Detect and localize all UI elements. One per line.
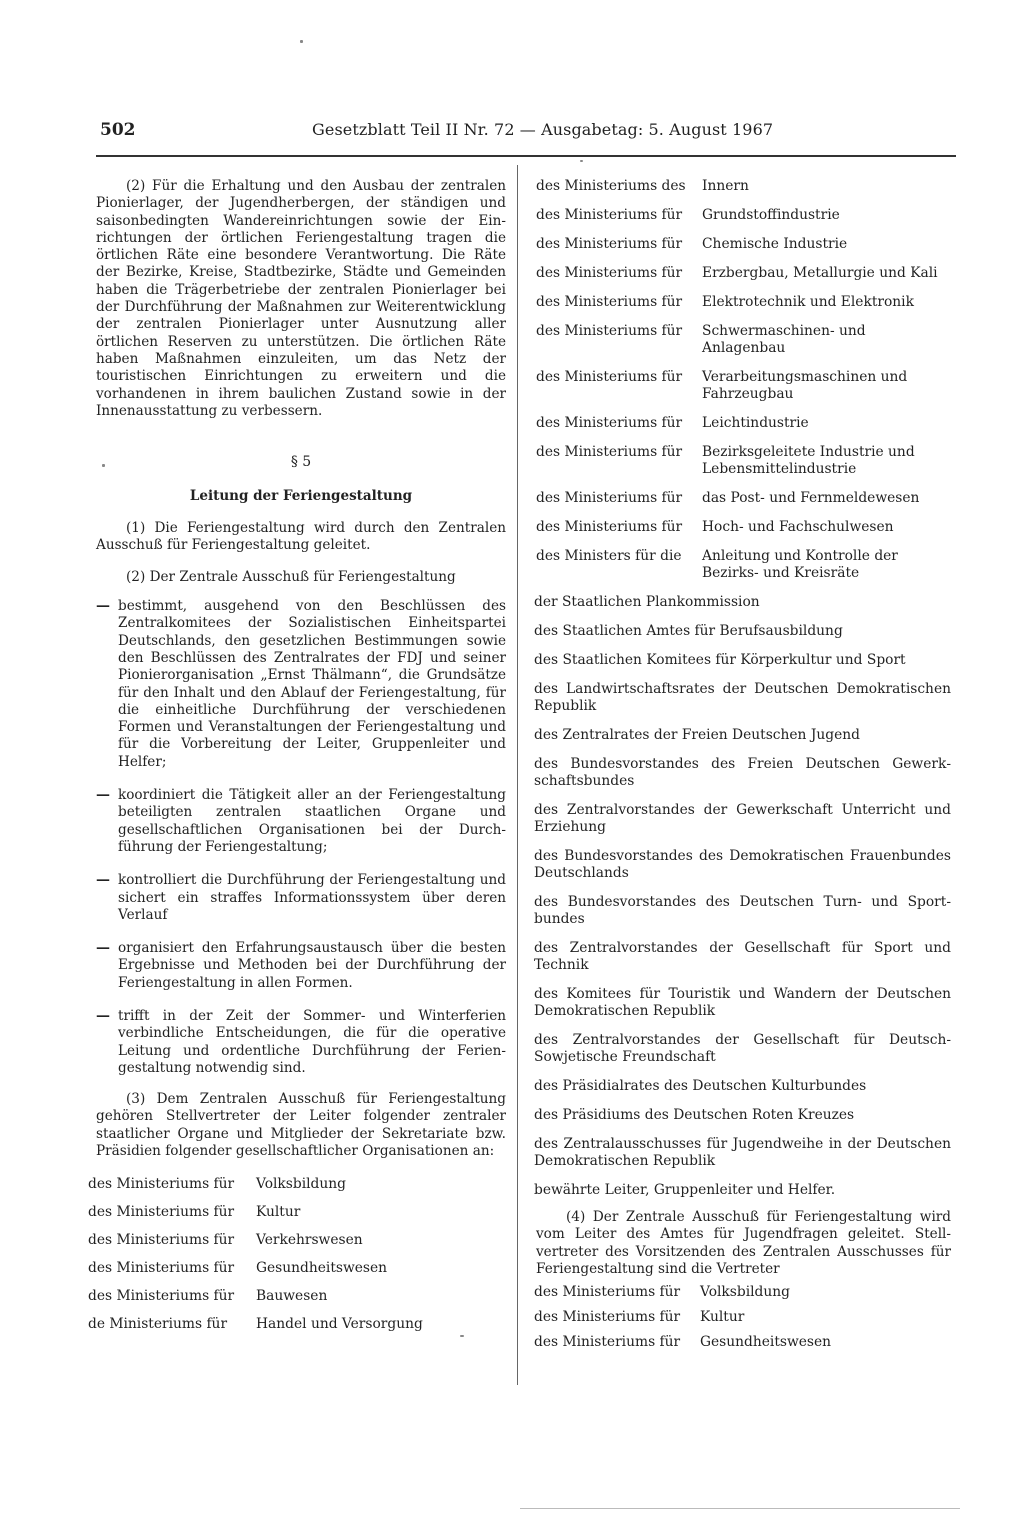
list-item bbox=[536, 519, 951, 536]
paragraph-2: (2) Für die Erhaltung und den Ausbau der zentralen Pionierlager, der Jugendherbergen, der ständigen und saisonbedingten Wandereinrichtungen sowie der Einrichtungen der örtlichen Feriengestaltung tragen die örtlichen Räte eine besondere Verantwortung. Die Räte der Bezirke, Kreise, Stadtbezirke, Städte und Gemeinden haben die Trägerbetriebe der zentralen Pionierlager bei der Durchführung der Maßnahmen zur Weiterentwicklung der zentralen Pionierlager unter Ausnutzung aller örtlichen Reserven zu unterstützen. Die örtlichen Räte haben Maßnahmen einzuleiten, um das Netz der touristischen Einrichtungen zu erweitern und die vorhandenen in ihrem baulichen Zustand sowie in der Innenausstattung zu verbessern. bbox=[96, 178, 506, 419]
list-item bbox=[96, 872, 506, 924]
page-header bbox=[96, 120, 956, 154]
ministry-prefix: des Ministeriums für bbox=[536, 369, 683, 385]
dash-marker: — bbox=[96, 940, 110, 957]
ministry-name: Anleitung und Kontrolle der Bezirks- und Kreisräte bbox=[702, 548, 898, 581]
ministry-name: Erzbergbau, Metallurgie und Kali bbox=[702, 265, 938, 281]
list-item bbox=[96, 787, 506, 856]
ministry-prefix: des Ministeriums für bbox=[88, 1176, 235, 1193]
list-item bbox=[536, 415, 951, 432]
ministry-prefix: des Ministeriums für bbox=[88, 1288, 235, 1305]
left-ministry-list bbox=[88, 1176, 506, 1333]
list-item: des Zentralvorstandes der Gesellschaft für Sport und Technik bbox=[534, 940, 951, 973]
list-item: der Staatlichen Plankommission bbox=[534, 594, 760, 610]
ministry-name: Hoch- und Fachschulwesen bbox=[702, 519, 894, 535]
bottom-rule bbox=[520, 1508, 960, 1509]
ministry-prefix: des Ministeriums des bbox=[536, 178, 686, 194]
ministry-prefix: de Ministeriums für bbox=[88, 1316, 228, 1333]
list-item: des Bundesvorstandes des Freien Deutschen Gewerkschaftsbundes bbox=[534, 756, 951, 789]
list-item: des Bundesvorstandes des Deutschen Turn- und Sportbundes bbox=[534, 894, 951, 927]
list-item: bewährte Leiter, Gruppenleiter und Helfer. bbox=[534, 1182, 836, 1198]
deputy-list bbox=[534, 1284, 951, 1351]
list-item bbox=[88, 1176, 506, 1193]
column-divider bbox=[517, 165, 518, 1385]
ministry-prefix: des Ministeriums für bbox=[536, 207, 683, 223]
dash-marker: — bbox=[96, 1007, 110, 1024]
ministry-prefix: des Ministeriums für bbox=[536, 415, 683, 431]
ministry-prefix: des Ministers für die bbox=[536, 548, 682, 564]
list-item bbox=[88, 1204, 506, 1221]
page-number: 502 bbox=[100, 120, 136, 140]
list-item bbox=[536, 323, 951, 357]
ministry-name: Gesundheitswesen bbox=[700, 1334, 832, 1351]
duty-text: organisiert den Erfahrungsaustausch über die besten Ergebnisse und Methoden bei der Durchführung der Feriengestaltung in allen Formen. bbox=[118, 940, 506, 991]
left-column bbox=[88, 178, 506, 1344]
dash-marker: — bbox=[96, 598, 110, 615]
list-item bbox=[536, 178, 951, 195]
ministry-prefix: des Ministeriums für bbox=[536, 236, 683, 252]
scan-speck bbox=[102, 464, 105, 467]
list-item: des Staatlichen Amtes für Berufsausbildung bbox=[534, 623, 843, 639]
duty-text: bestimmt, ausgehend von den Beschlüssen des Zentralkomitees der Sozialistischen Einheitspartei Deutschlands, den gesetzlichen Bestimmungen sowie den Beschlüssen des Zentralrates der FDJ und seiner Pionierorganisation „Ernst Thälmann“, die Grundsätze für den Inhalt und den Ablauf der Feriengestaltung, für die einheitliche Durchführung der verschiedenen Formen und Veranstaltungen der Feriengestaltung und für die Vorbereitung der Leiter, Gruppenleiter und Helfer; bbox=[118, 598, 506, 770]
ministry-prefix: des Ministeriums für bbox=[534, 1334, 681, 1351]
list-item bbox=[88, 1288, 506, 1305]
scan-speck bbox=[300, 40, 303, 43]
ministry-name: Verkehrswesen bbox=[256, 1232, 363, 1249]
list-item bbox=[96, 940, 506, 992]
header-rule bbox=[96, 155, 956, 157]
list-item: des Zentralrates der Freien Deutschen Jugend bbox=[534, 727, 860, 743]
list-item: des Landwirtschaftsrates der Deutschen Demokratischen Republik bbox=[534, 681, 951, 714]
ministry-prefix: des Ministeriums für bbox=[88, 1260, 235, 1277]
ministry-name: Elektrotechnik und Elektronik bbox=[702, 294, 914, 310]
ministry-prefix: des Ministeriums für bbox=[536, 265, 683, 281]
list-item bbox=[534, 1334, 951, 1351]
list-item bbox=[536, 236, 951, 253]
ministry-name: Handel und Versorgung bbox=[256, 1316, 423, 1333]
dash-marker: — bbox=[96, 872, 110, 889]
list-item bbox=[536, 369, 951, 403]
list-item bbox=[88, 1260, 506, 1277]
section-paragraph-2-intro: (2) Der Zentrale Ausschuß für Feriengestaltung bbox=[126, 568, 456, 585]
list-item: des Staatlichen Komitees für Körperkultur und Sport bbox=[534, 652, 906, 668]
list-item: des Präsidiums des Deutschen Roten Kreuzes bbox=[534, 1107, 855, 1123]
scan-speck bbox=[460, 1335, 464, 1337]
duty-text: koordiniert die Tätigkeit aller an der Feriengestaltung beteiligten zentralen staatlichen Organe und gesellschaftlichen Organisationen bei der Durchführung der Feriengestaltung; bbox=[118, 787, 506, 855]
list-item bbox=[96, 598, 506, 771]
ministry-prefix: des Ministeriums für bbox=[534, 1309, 681, 1326]
ministry-prefix: des Ministeriums für bbox=[536, 519, 683, 535]
section-title: Leitung der Feriengestaltung bbox=[189, 488, 413, 505]
ministry-prefix: des Ministeriums für bbox=[536, 490, 683, 506]
ministry-prefix: des Ministeriums für bbox=[88, 1232, 235, 1249]
list-item: des Zentralausschusses für Jugendweihe in der Deutschen Demokratischen Republik bbox=[534, 1136, 951, 1169]
ministry-name: Bauwesen bbox=[256, 1288, 328, 1305]
list-item bbox=[96, 1008, 506, 1077]
list-item: des Präsidialrates des Deutschen Kulturbundes bbox=[534, 1078, 867, 1094]
ministry-name: Grundstoffindustrie bbox=[702, 207, 840, 223]
scan-speck bbox=[580, 160, 583, 162]
ministry-name: Kultur bbox=[700, 1309, 745, 1326]
list-item bbox=[536, 548, 951, 582]
ministry-prefix: des Ministeriums für bbox=[534, 1284, 681, 1301]
list-item: des Zentralvorstandes der Gesellschaft für Deutsch-Sowjetische Freundschaft bbox=[534, 1032, 951, 1065]
list-item bbox=[88, 1316, 506, 1333]
dash-marker: — bbox=[96, 787, 110, 804]
list-item: des Zentralvorstandes der Gewerkschaft Unterricht und Erziehung bbox=[534, 802, 951, 835]
right-column bbox=[536, 178, 951, 1351]
list-item bbox=[534, 1284, 951, 1301]
duties-list bbox=[96, 598, 506, 1077]
organization-list bbox=[534, 594, 951, 1199]
ministry-prefix: des Ministeriums für bbox=[88, 1204, 235, 1221]
list-item bbox=[536, 265, 951, 282]
journal-title: Gesetzblatt Teil II Nr. 72 — Ausgabetag: 5. August 1967 bbox=[312, 120, 774, 139]
list-item bbox=[536, 490, 951, 507]
section-paragraph-1: (1) Die Feriengestaltung wird durch den Zentralen Ausschuß für Feriengestaltung geleitet. bbox=[96, 520, 506, 554]
ministry-name: Verarbeitungsmaschinen und Fahrzeugbau bbox=[702, 369, 908, 402]
paragraph-3: (3) Dem Zentralen Ausschuß für Feriengestaltung gehören Stellvertreter der Leiter folgender zentraler staatlicher Organe und Mitglieder der Sekretariate bzw. Präsidien folgender gesellschaftlicher Organisationen an: bbox=[96, 1091, 506, 1160]
ministry-name: das Post- und Fernmeldewesen bbox=[702, 490, 920, 506]
list-item bbox=[88, 1232, 506, 1249]
duty-text: kontrolliert die Durchführung der Feriengestaltung und sichert ein straffes Informationssystem über deren Verlauf bbox=[118, 872, 506, 923]
ministry-prefix: des Ministeriums für bbox=[536, 294, 683, 310]
ministry-name: Bezirksgeleitete Industrie und Lebensmittelindustrie bbox=[702, 444, 915, 477]
ministry-name: Volksbildung bbox=[256, 1176, 346, 1193]
ministry-name: Schwermaschinen- und Anlagenbau bbox=[702, 323, 866, 356]
ministry-name: Gesundheitswesen bbox=[256, 1260, 388, 1277]
duty-text: trifft in der Zeit der Sommer- und Winterferien verbindliche Entscheidungen, die für die operative Leitung und ordentliche Durchführung der Feriengestaltung notwendig sind. bbox=[118, 1007, 506, 1076]
list-item bbox=[536, 294, 951, 311]
ministry-prefix: des Ministeriums für bbox=[536, 323, 683, 339]
list-item bbox=[536, 207, 951, 224]
section-number: § 5 bbox=[290, 454, 312, 471]
list-item: des Komitees für Touristik und Wandern der Deutschen Demokratischen Republik bbox=[534, 986, 951, 1019]
ministry-prefix: des Ministeriums für bbox=[536, 444, 683, 460]
ministry-name: Volksbildung bbox=[700, 1284, 790, 1301]
list-item bbox=[534, 1309, 951, 1326]
ministry-name: Leichtindustrie bbox=[702, 415, 809, 431]
list-item: des Bundesvorstandes des Demokratischen Frauenbundes Deutschlands bbox=[534, 848, 951, 881]
ministry-name: Kultur bbox=[256, 1204, 301, 1221]
list-item bbox=[536, 444, 951, 478]
paragraph-4: (4) Der Zentrale Ausschuß für Feriengestaltung wird vom Leiter des Amtes für Jugendfragen geleitet. Stellvertreter des Vorsitzenden des Zentralen Ausschusses für Feriengestaltung sind die Vertreter bbox=[536, 1209, 951, 1277]
ministry-name: Chemische Industrie bbox=[702, 236, 848, 252]
right-ministry-list bbox=[536, 178, 951, 582]
ministry-name: Innern bbox=[702, 178, 749, 194]
